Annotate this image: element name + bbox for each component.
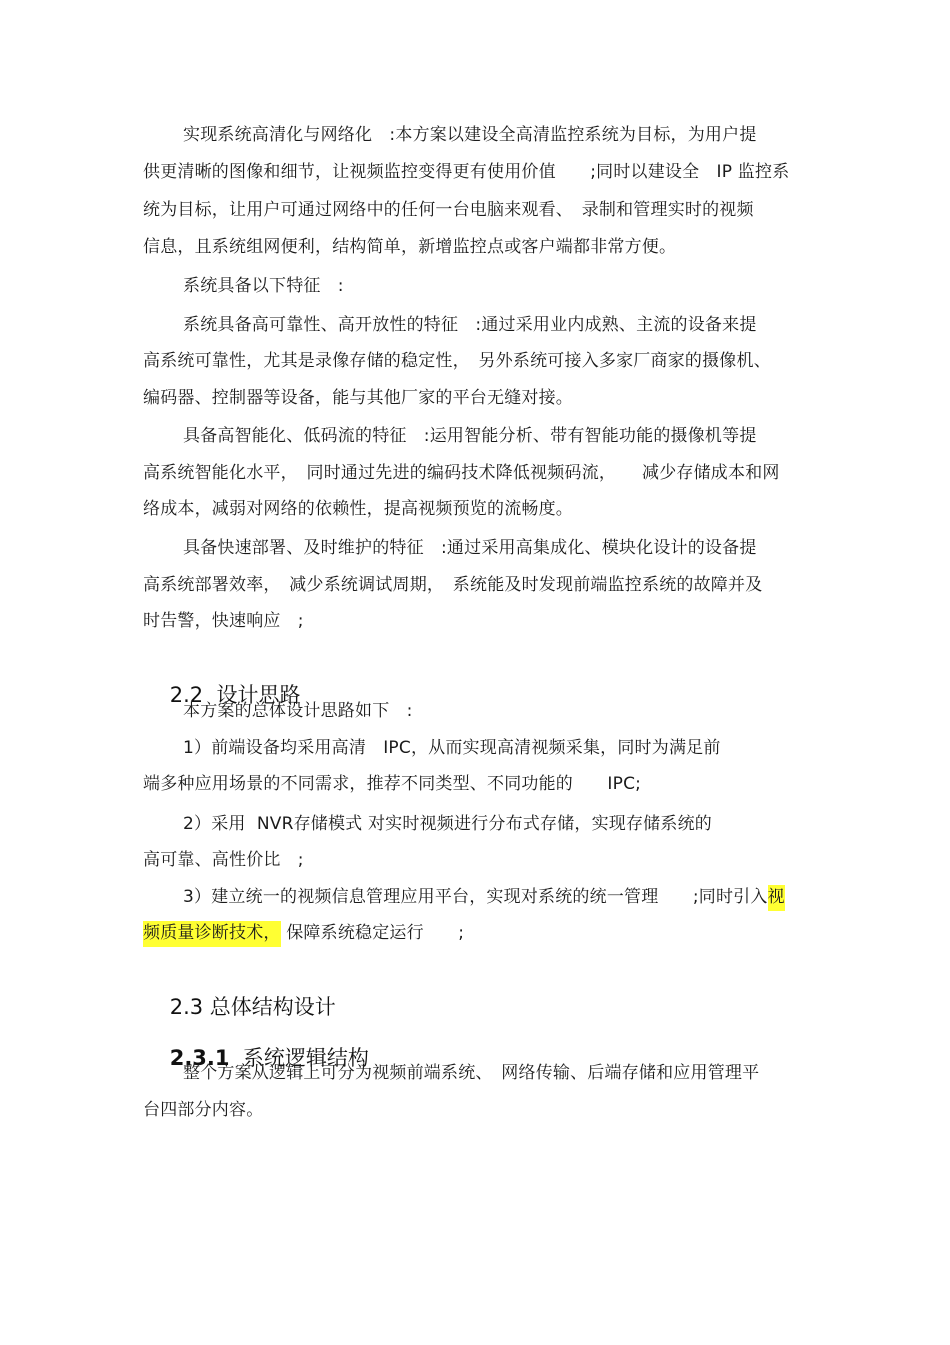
list-item-line: 1）前端设备均采用高清 IPC，从而实现高清视频采集，同时为满足前 xyxy=(183,738,721,758)
highlighted-text: 视 xyxy=(768,885,785,911)
list-item-text: 3）建立统一的视频信息管理应用平台，实现对系统的统一管理 ;同时引入 xyxy=(183,887,768,907)
section-number: 2.2 xyxy=(169,683,204,707)
paragraph-line: 台四部分内容。 xyxy=(143,1100,264,1120)
paragraph-line: 本方案的总体设计思路如下 : xyxy=(183,701,413,721)
list-item-text: 保障系统稳定运行 ; xyxy=(286,923,465,943)
paragraph-line: 编码器、控制器等设备，能与其他厂家的平台无缝对接。 xyxy=(143,388,573,408)
highlighted-text: 频质量诊断技术， xyxy=(143,921,281,947)
section-title: 系统逻辑结构 xyxy=(242,1046,369,1070)
paragraph-line: 统为目标，让用户可通过网络中的任何一台电脑来观看、 录制和管理实时的视频 xyxy=(143,200,754,220)
paragraph-line: 系统具备以下特征 : xyxy=(183,276,344,296)
list-item-line xyxy=(183,886,785,908)
paragraph-line: 实现系统高清化与网络化 :本方案以建设全高清监控系统为目标，为用户提 xyxy=(183,125,757,145)
paragraph-line: 整个方案从逻辑上可分为视频前端系统、 网络传输、后端存储和应用管理平 xyxy=(183,1063,760,1083)
section-number: 2.3 xyxy=(169,995,204,1019)
section-number: 2.3.1 xyxy=(169,1046,230,1070)
paragraph-line: 络成本，减弱对网络的依赖性，提高视频预览的流畅度。 xyxy=(143,499,573,519)
paragraph-line: 高系统可靠性，尤其是录像存储的稳定性， 另外系统可接入多家厂商家的摄像机、 xyxy=(143,351,771,371)
paragraph-line: 高系统智能化水平， 同时通过先进的编码技术降低视频码流， 减少存储成本和网 xyxy=(143,463,780,483)
paragraph-line: 具备快速部署、及时维护的特征 :通过采用高集成化、模块化设计的设备提 xyxy=(183,538,757,558)
list-item-line: 高可靠、高性价比 ; xyxy=(143,850,304,870)
paragraph-line: 时告警，快速响应 ; xyxy=(143,611,304,631)
section-heading-2-3-1 xyxy=(143,1016,369,1100)
paragraph-line: 供更清晰的图像和细节，让视频监控变得更有使用价值 ;同时以建设全 IP 监控系 xyxy=(143,162,790,182)
list-item-line xyxy=(143,922,464,944)
paragraph-line: 高系统部署效率， 减少系统调试周期， 系统能及时发现前端监控系统的故障并及 xyxy=(143,575,763,595)
paragraph-line: 具备高智能化、低码流的特征 :运用智能分析、带有智能功能的摄像机等提 xyxy=(183,426,757,446)
list-item-line: 2）采用 NVR存储模式 对实时视频进行分布式存储，实现存储系统的 xyxy=(183,814,712,834)
list-item-line: 端多种应用场景的不同需求，推荐不同类型、不同功能的 IPC; xyxy=(143,774,642,794)
paragraph-line: 系统具备高可靠性、高开放性的特征 :通过采用业内成熟、主流的设备来提 xyxy=(183,315,757,335)
section-title: 设计思路 xyxy=(216,683,301,707)
paragraph-line: 信息，且系统组网便利，结构简单，新增监控点或客户端都非常方便。 xyxy=(143,237,677,257)
section-heading-2-2 xyxy=(143,653,300,737)
section-title: 总体结构设计 xyxy=(209,995,336,1019)
